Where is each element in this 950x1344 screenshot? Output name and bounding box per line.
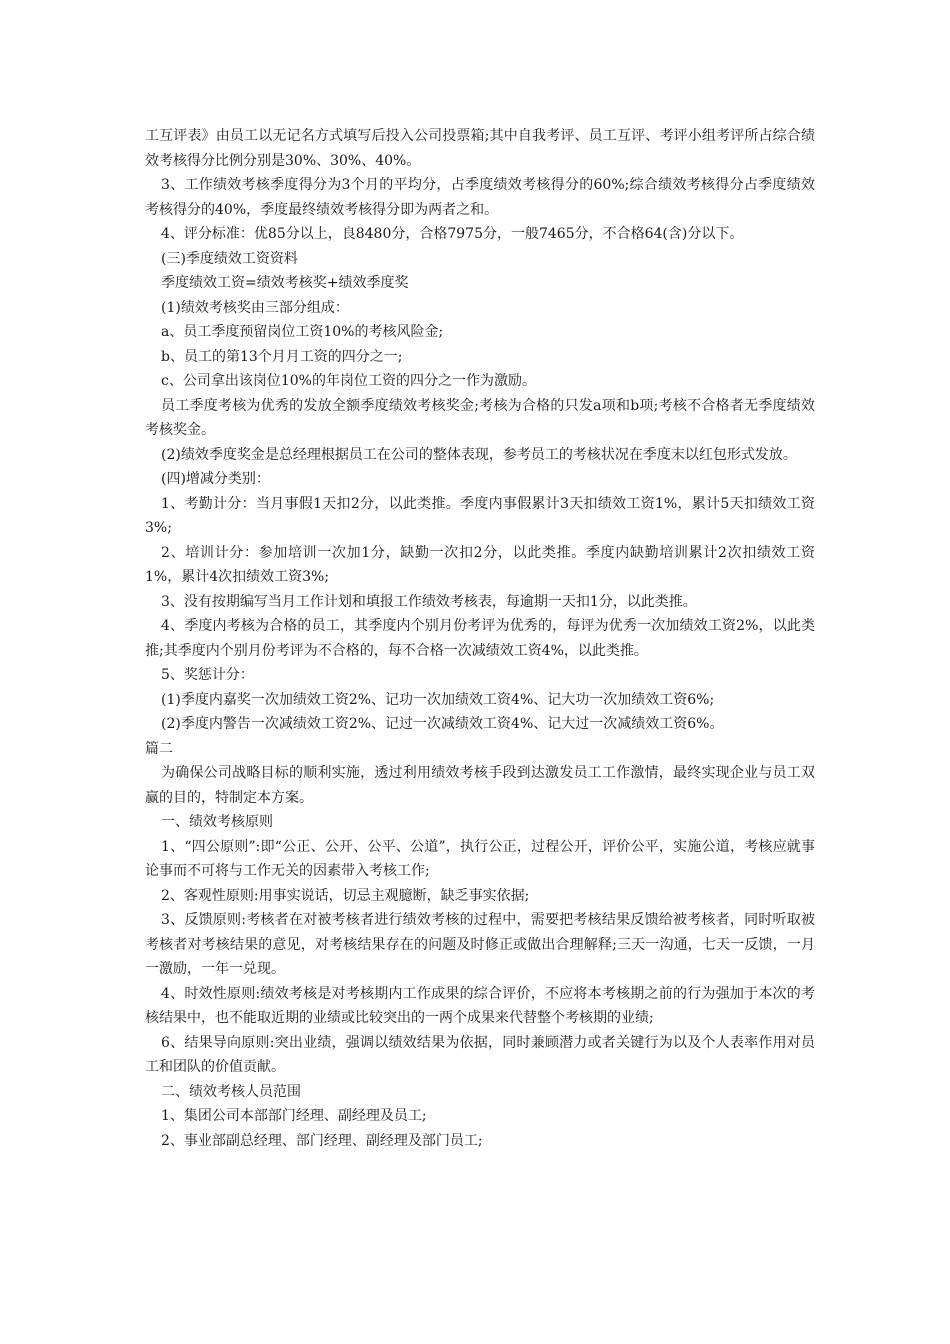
paragraph-work-plan: 3、没有按期编写当月工作计划和填报工作绩效考核表，每逾期一天扣1分，以此类推。 <box>161 593 697 610</box>
list-item-scope-division: 2、事业部副总经理、部门经理、副经理及部门员工; <box>161 1132 483 1149</box>
document-body <box>145 124 815 1153</box>
section-heading-principles: 一、绩效考核原则 <box>161 814 273 830</box>
paragraph-monthly-rating: 4、季度内考核为合格的员工，其季度内个别月份考评为优秀的，每评为优秀一次加绩效工资2%，以此类推;其季度内个别月份考评为不合格的，每不合格一次减绩效工资4%，以此类推。 <box>145 618 815 659</box>
list-item-penalties: (2)季度内警告一次减绩效工资2%、记过一次减绩效工资4%、记大过一次减绩效工资6%。 <box>161 716 724 732</box>
paragraph-scoring-standard: 4、评分标准：优85分以上，良8480分，合格7975分，一般7465分，不合格64(含)分以下。 <box>161 226 744 242</box>
paragraph-reward-penalty: 5、奖惩计分： <box>161 667 254 683</box>
paragraph-bonus-rules: 员工季度考核为优秀的发放全额季度绩效考核奖金;考核为合格的只发a项和b项;考核不合格者无季度绩效考核奖金。 <box>145 397 815 438</box>
paragraph-pay-formula: 季度绩效工资=绩效考核奖+绩效季度奖 <box>161 275 409 291</box>
paragraph-purpose: 为确保公司战略目标的顺利实施，透过利用绩效考核手段到达激发员工工作激情，最终实现企业与员工双赢的目的，特制定本方案。 <box>145 765 815 806</box>
paragraph-work-score: 3、工作绩效考核季度得分为3个月的平均分，占季度绩效考核得分的60%;综合绩效考核得分占季度绩效考核得分的40%，季度最终绩效考核得分即为两者之和。 <box>145 177 815 218</box>
section-heading-adjustments: (四)增减分类别： <box>161 471 270 487</box>
paragraph-principle-objectivity: 2、客观性原则:用事实说话，切忌主观臆断，缺乏事实依据; <box>161 887 530 904</box>
section-heading-quarterly-pay: (三)季度绩效工资资料 <box>161 250 298 267</box>
paragraph-bonus-components: (1)绩效考核奖由三部分组成： <box>161 299 349 316</box>
list-item-b: b、员工的第13个月月工资的四分之一; <box>161 348 403 365</box>
paragraph-principle-results: 6、结果导向原则:突出业绩，强调以绩效结果为依据，同时兼顾潜力或者关键行为以及个人表率作用对员工和团队的价值贡献。 <box>145 1034 815 1075</box>
paragraph-quarterly-bonus: (2)绩效季度奖金是总经理根据员工在公司的整体表现，参考员工的考核状况在季度末以红包形式发放。 <box>161 446 797 463</box>
paragraph-principle-feedback: 3、反馈原则:考核者在对被考核者进行绩效考核的过程中，需要把考核结果反馈给被考核者，同时听取被考核者对考核结果的意见，对考核结果存在的问题及时修正或做出合理解释;三天一沟通，七天一反馈，一月一激励，一年一兑现。 <box>145 912 815 977</box>
paragraph-attendance: 1、考勤计分：当月事假1天扣2分，以此类推。季度内事假累计3天扣绩效工资1%，累计5天扣绩效工资3%; <box>145 495 815 536</box>
paragraph-peer-review-ratio: 工互评表》由员工以无记名方式填写后投入公司投票箱;其中自我考评、员工互评、考评小组考评所占综合绩效考核得分比例分别是30%、30%、40%。 <box>145 128 815 169</box>
list-item-c: c、公司拿出该岗位10%的年岗位工资的四分之一作为激励。 <box>161 373 536 389</box>
section-title-part-two: 篇二 <box>145 740 173 757</box>
list-item-a: a、员工季度预留岗位工资10%的考核风险金; <box>161 324 444 340</box>
paragraph-principle-timeliness: 4、时效性原则:绩效考核是对考核期内工作成果的综合评价，不应将本考核期之前的行为强加于本次的考核结果中，也不能取近期的业绩或比较突出的一两个成果来代替整个考核期的业绩; <box>145 985 815 1026</box>
paragraph-training: 2、培训计分：参加培训一次加1分，缺勤一次扣2分，以此类推。季度内缺勤培训累计2次扣绩效工资1%，累计4次扣绩效工资3%; <box>145 544 815 585</box>
list-item-scope-hq: 1、集团公司本部部门经理、副经理及员工; <box>161 1108 427 1124</box>
paragraph-principle-four-fairness: 1、“四公原则”:即“公正、公开、公平、公道”，执行公正，过程公开，评价公平，实施公道，考核应就事论事而不可将与工作无关的因素带入考核工作; <box>145 838 815 879</box>
list-item-rewards: (1)季度内嘉奖一次加绩效工资2%、记功一次加绩效工资4%、记大功一次加绩效工资6%; <box>161 691 715 708</box>
section-heading-scope: 二、绩效考核人员范围 <box>161 1083 301 1100</box>
